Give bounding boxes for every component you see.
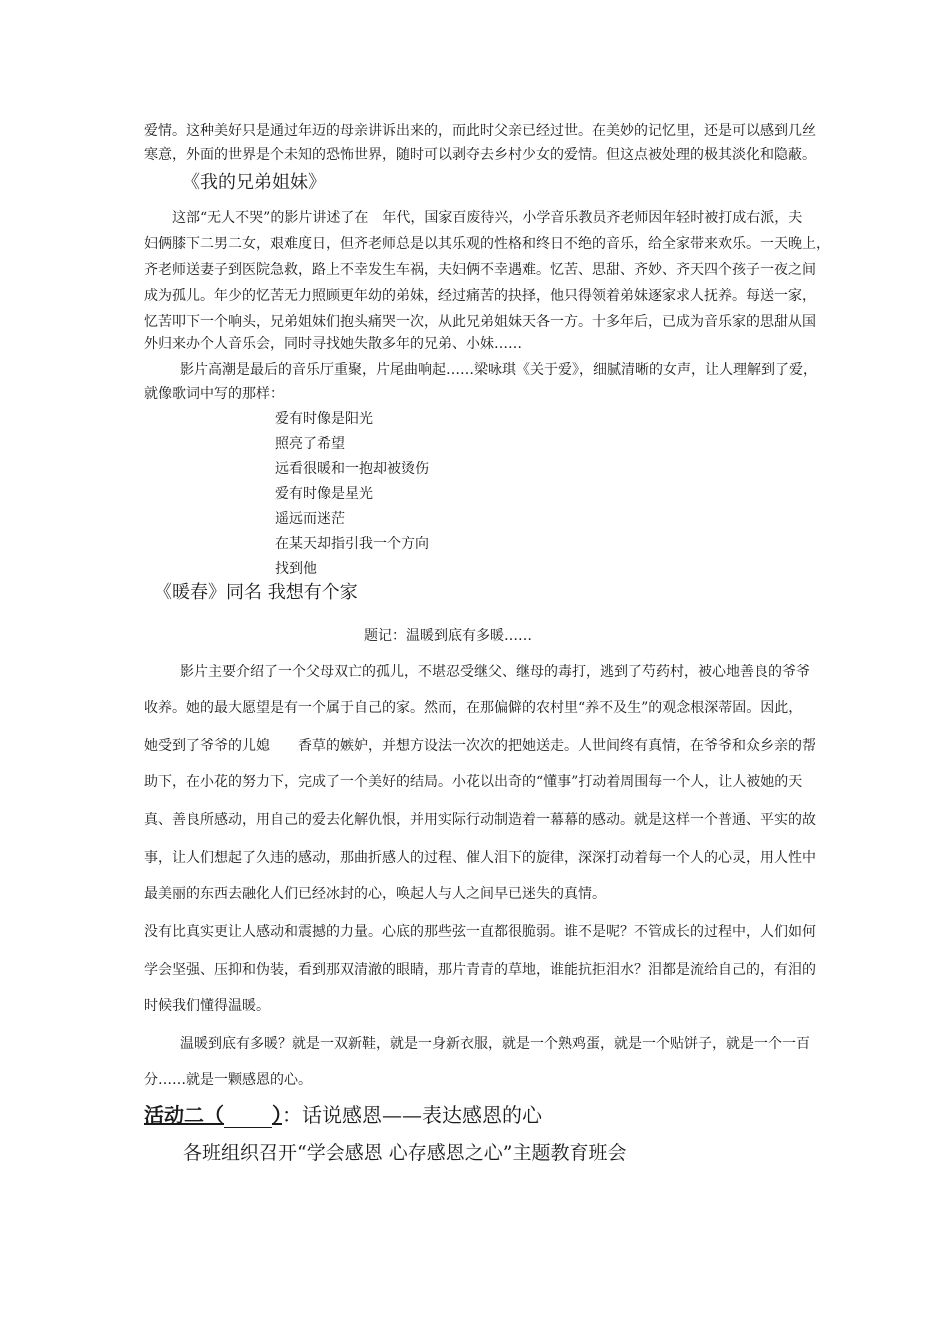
text-line: 收养。她的最大愿望是有一个属于自己的家。然而，在那偏僻的农村里“养不及生”的观念根深蒂固。因此，: [144, 700, 803, 716]
text-line: 真、善良所感动，用自己的爱去化解仇恨，并用实际行动制造着一幕幕的感动。就是这样一个普通、平实的故: [144, 812, 816, 828]
lyric-line: 爱有时像是阳光: [275, 411, 373, 427]
text-line: 她受到了爷爷的儿媳 香草的嫉妒，并想方设法一次次的把她送走。人世间终有真情，在爷爷和众乡亲的帮: [144, 738, 816, 754]
text-line: 寒意，外面的世界是个未知的恐怖世界，随时可以剥夺去乡村少女的爱情。但这点被处理的极其淡化和隐蔽。: [144, 147, 816, 163]
activity-label: 活动二（ ）: [144, 1103, 282, 1127]
lyric-line: 爱有时像是星光: [275, 486, 373, 502]
text-line: 事，让人们想起了久违的感动，那曲折感人的过程、催人泪下的旋律，深深打动着每一个人的心灵，用人性中: [144, 850, 816, 866]
text-line: 没有比真实更让人感动和震撼的力量。心底的那些弦一直都很脆弱。谁不是呢？不管成长的过程中，人们如何: [144, 924, 816, 940]
text-line: 成为孤儿。年少的忆苦无力照顾更年幼的弟妹，经过痛苦的抉择，他只得领着弟妹逐家求人抚养。每送一家，: [144, 288, 816, 304]
activity-heading: [144, 1102, 542, 1128]
text-line: 分……就是一颗感恩的心。: [144, 1072, 312, 1088]
lyric-line: 在某天却指引我一个方向: [275, 536, 429, 552]
text-line: 这部“无人不哭”的影片讲述了在 年代，国家百废待兴，小学音乐教员齐老师因年轻时被打成右派，夫: [172, 210, 803, 226]
lyric-line: 照亮了希望: [275, 436, 345, 452]
text-line: 助下，在小花的努力下，完成了一个美好的结局。小花以出奇的“懂事”打动着周围每一个人，让人被她的天: [144, 774, 803, 790]
text-line: 爱情。这种美好只是通过年迈的母亲讲诉出来的，而此时父亲已经过世。在美妙的记忆里，还是可以感到几丝: [144, 123, 816, 139]
text-line: 外归来办个人音乐会，同时寻找她失散多年的兄弟、小妹……: [144, 336, 522, 352]
section-title: 《暖春》同名 我想有个家: [154, 582, 358, 603]
text-line: 学会坚强、压抑和伪装，看到那双清澈的眼睛，那片青青的草地，谁能抗拒泪水？泪都是流给自己的，有泪的: [144, 962, 816, 978]
lyric-line: 远看很暖和一抱却被烫伤: [275, 461, 429, 477]
text-line: 齐老师送妻子到医院急救，路上不幸发生车祸，夫妇俩不幸遇难。忆苦、思甜、齐妙、齐天四个孩子一夜之间: [144, 262, 816, 278]
text-line: 影片主要介绍了一个父母双亡的孤儿，不堪忍受继父、继母的毒打，逃到了芍药村，被心地善良的爷爷: [180, 664, 810, 680]
text-line: 时候我们懂得温暖。: [144, 998, 270, 1014]
text-line: 妇俩膝下二男二女，艰难度日，但齐老师总是以其乐观的性格和终日不绝的音乐，给全家带来欢乐。一天晚上，: [144, 236, 830, 252]
section-title: 《我的兄弟姐妹》: [182, 172, 326, 193]
blank-field: [224, 1109, 272, 1128]
text-line: 最美丽的东西去融化人们已经冰封的心，唤起人与人之间早已迷失的真情。: [144, 886, 606, 902]
text-line: 影片高潮是最后的音乐厅重聚，片尾曲响起……梁咏琪《关于爱》，细腻清晰的女声，让人理解到了爱，: [180, 362, 817, 378]
epigraph: 题记：温暖到底有多暖……: [364, 628, 532, 644]
text-line: 忆苦叩下一个响头，兄弟姐妹们抱头痛哭一次，从此兄弟姐妹天各一方。十多年后，已成为音乐家的思甜从国: [144, 314, 816, 330]
activity-title: ：话说感恩——表达感恩的心: [282, 1103, 542, 1127]
text-line: 温暖到底有多暖？就是一双新鞋，就是一身新衣服，就是一个熟鸡蛋，就是一个贴饼子，就是一个一百: [180, 1036, 810, 1052]
lyric-line: 遥远而迷茫: [275, 511, 345, 527]
text-line: 就像歌词中写的那样：: [144, 386, 284, 402]
lyric-line: 找到他: [275, 561, 317, 577]
activity-description: 各班组织召开“学会感恩 心存感恩之心”主题教育班会: [183, 1142, 627, 1164]
